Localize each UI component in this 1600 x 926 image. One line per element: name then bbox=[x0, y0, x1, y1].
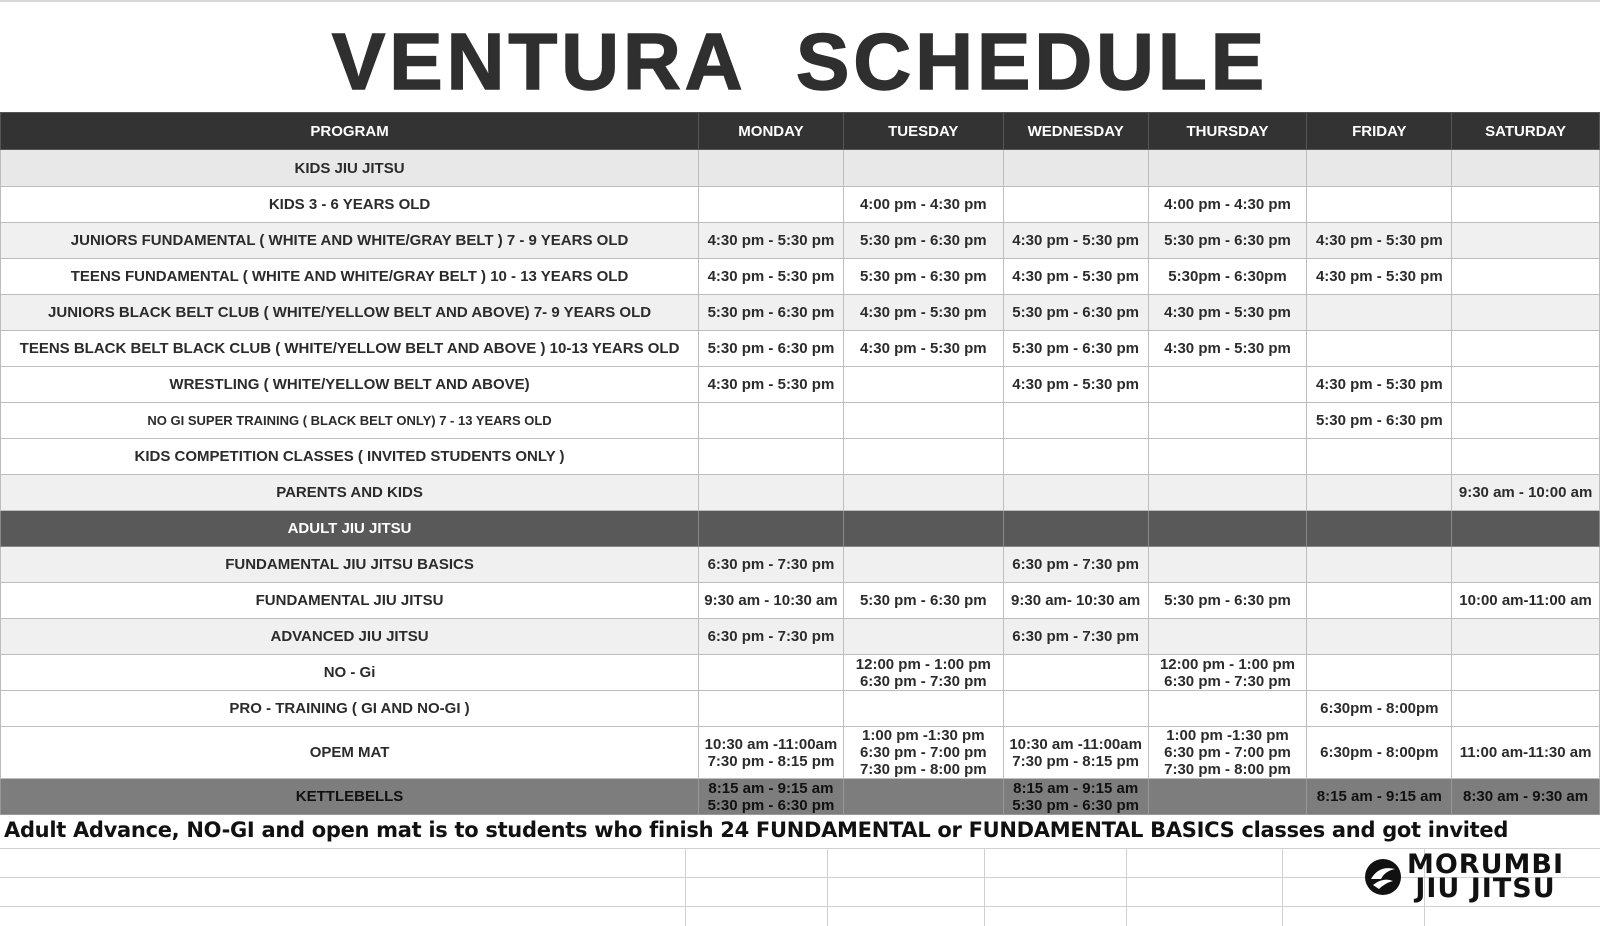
schedule-cell-wed: 4:30 pm - 5:30 pm bbox=[1003, 259, 1148, 295]
schedule-cell-tue bbox=[843, 403, 1003, 439]
schedule-cell-thu bbox=[1148, 367, 1307, 403]
schedule-cell bbox=[843, 511, 1003, 547]
logo-line2: JIU JITSU bbox=[1415, 873, 1556, 904]
section-kids-jiu-jitsu-label: KIDS JIU JITSU bbox=[1, 150, 699, 187]
time-line: 10:30 am -11:00am bbox=[704, 735, 838, 753]
program-name: FUNDAMENTAL JIU JITSU bbox=[1, 583, 699, 619]
schedule-row bbox=[1, 691, 1600, 727]
schedule-cell-sat bbox=[1452, 367, 1600, 403]
schedule-cell-thu bbox=[1148, 547, 1307, 583]
time-line: 6:30 pm - 7:00 pm bbox=[1164, 744, 1291, 761]
schedule-cell-thu bbox=[1148, 619, 1307, 655]
schedule-cell bbox=[1003, 511, 1148, 547]
header-friday: FRIDAY bbox=[1307, 113, 1452, 150]
schedule-cell-sat bbox=[1452, 547, 1600, 583]
schedule-cell-thu: 4:30 pm - 5:30 pm bbox=[1148, 295, 1307, 331]
schedule-cell bbox=[1003, 779, 1148, 815]
program-name: WRESTLING ( WHITE/YELLOW BELT AND ABOVE) bbox=[1, 367, 699, 403]
schedule-cell-sat bbox=[1452, 259, 1600, 295]
schedule-cell-mon bbox=[699, 475, 844, 511]
time-line: 6:30 pm - 7:30 pm bbox=[859, 672, 987, 690]
schedule-cell bbox=[699, 511, 844, 547]
schedule-cell bbox=[1307, 511, 1452, 547]
time-line: 6:30 pm - 7:00 pm bbox=[859, 744, 987, 761]
schedule-cell-wed: 5:30 pm - 6:30 pm bbox=[1003, 331, 1148, 367]
schedule-cell-mon bbox=[699, 727, 844, 779]
schedule-row bbox=[1, 475, 1600, 511]
page-title: VENTURA SCHEDULE bbox=[331, 17, 1269, 106]
time-line: 7:30 pm - 8:15 pm bbox=[707, 752, 835, 770]
schedule-row bbox=[1, 367, 1600, 403]
schedule-cell-mon: 6:30 pm - 7:30 pm bbox=[699, 547, 844, 583]
schedule-cell-sat bbox=[1452, 439, 1600, 475]
time-line: 7:30 pm - 8:00 pm bbox=[1164, 761, 1291, 778]
schedule-cell-wed bbox=[1003, 655, 1148, 691]
schedule-cell-mon bbox=[699, 655, 844, 691]
logo-mark-icon bbox=[1363, 857, 1403, 897]
schedule-cell-mon: 5:30 pm - 6:30 pm bbox=[699, 331, 844, 367]
schedule-cell-mon bbox=[699, 439, 844, 475]
schedule-cell bbox=[699, 779, 844, 815]
header-monday: MONDAY bbox=[699, 113, 844, 150]
program-name: TEENS FUNDAMENTAL ( WHITE AND WHITE/GRAY BELT ) 10 - 13 YEARS OLD bbox=[1, 259, 699, 295]
time-line: 8:15 am - 9:15 am bbox=[1013, 779, 1139, 797]
schedule-cell-fri bbox=[1307, 439, 1452, 475]
schedule-row bbox=[1, 547, 1600, 583]
schedule-cell-wed bbox=[1003, 439, 1148, 475]
schedule-cell-tue: 4:30 pm - 5:30 pm bbox=[843, 331, 1003, 367]
schedule-cell-fri bbox=[1307, 187, 1452, 223]
schedule-cell bbox=[1148, 779, 1307, 815]
schedule-cell-tue bbox=[843, 547, 1003, 583]
schedule-cell-tue bbox=[843, 619, 1003, 655]
schedule-cell-fri bbox=[1307, 583, 1452, 619]
time-line: 6:30 pm - 7:30 pm bbox=[1164, 672, 1291, 690]
schedule-cell bbox=[1452, 511, 1600, 547]
schedule-cell-sat: 11:00 am-11:30 am bbox=[1452, 727, 1600, 779]
time-line: 1:00 pm -1:30 pm bbox=[862, 727, 985, 744]
logo-line1: MORUMBI bbox=[1406, 849, 1564, 880]
program-name: OPEM MAT bbox=[1, 727, 699, 779]
schedule-cell-thu bbox=[1148, 691, 1307, 727]
schedule-row bbox=[1, 655, 1600, 691]
schedule-row bbox=[1, 331, 1600, 367]
schedule-cell-fri bbox=[1307, 655, 1452, 691]
time-line: 5:30 pm - 6:30 pm bbox=[1012, 796, 1139, 814]
schedule-cell-tue: 5:30 pm - 6:30 pm bbox=[843, 259, 1003, 295]
schedule-cell-thu bbox=[1148, 727, 1307, 779]
schedule-cell-thu bbox=[1148, 655, 1307, 691]
schedule-cell-mon: 6:30 pm - 7:30 pm bbox=[699, 619, 844, 655]
schedule-cell-mon bbox=[699, 691, 844, 727]
schedule-cell-fri: 5:30 pm - 6:30 pm bbox=[1307, 403, 1452, 439]
schedule-cell-fri bbox=[1307, 619, 1452, 655]
time-line: 10:30 am -11:00am bbox=[1009, 735, 1142, 753]
schedule-cell: 8:30 am - 9:30 am bbox=[1452, 779, 1600, 815]
time-line: 12:00 pm - 1:00 pm bbox=[1159, 655, 1296, 673]
schedule-cell-wed: 9:30 am- 10:30 am bbox=[1003, 583, 1148, 619]
schedule-cell-sat: 10:00 am-11:00 am bbox=[1452, 583, 1600, 619]
schedule-cell-mon bbox=[699, 187, 844, 223]
schedule-cell-fri: 6:30pm - 8:00pm bbox=[1307, 727, 1452, 779]
schedule-cell-mon: 4:30 pm - 5:30 pm bbox=[699, 367, 844, 403]
program-name: JUNIORS FUNDAMENTAL ( WHITE AND WHITE/GRAY BELT ) 7 - 9 YEARS OLD bbox=[1, 223, 699, 259]
section-kettlebells bbox=[1, 779, 1600, 815]
schedule-cell bbox=[843, 779, 1003, 815]
schedule-cell bbox=[1307, 150, 1452, 187]
schedule-row bbox=[1, 583, 1600, 619]
schedule-row bbox=[1, 259, 1600, 295]
schedule-cell-thu: 4:00 pm - 4:30 pm bbox=[1148, 187, 1307, 223]
section-kids-jiu-jitsu bbox=[1, 150, 1600, 187]
schedule-cell bbox=[1148, 511, 1307, 547]
schedule-cell-sat bbox=[1452, 187, 1600, 223]
schedule-cell-tue bbox=[843, 439, 1003, 475]
schedule-cell-thu: 5:30 pm - 6:30 pm bbox=[1148, 223, 1307, 259]
schedule-row bbox=[1, 439, 1600, 475]
header-thursday: THURSDAY bbox=[1148, 113, 1307, 150]
schedule-row bbox=[1, 187, 1600, 223]
schedule-cell-thu bbox=[1148, 439, 1307, 475]
program-name: ADVANCED JIU JITSU bbox=[1, 619, 699, 655]
schedule-cell-sat: 9:30 am - 10:00 am bbox=[1452, 475, 1600, 511]
program-name: JUNIORS BLACK BELT CLUB ( WHITE/YELLOW BELT AND ABOVE) 7- 9 YEARS OLD bbox=[1, 295, 699, 331]
header-saturday: SATURDAY bbox=[1452, 113, 1600, 150]
top-border bbox=[0, 0, 1600, 2]
schedule-cell-tue bbox=[843, 727, 1003, 779]
schedule-cell-thu: 5:30 pm - 6:30 pm bbox=[1148, 583, 1307, 619]
program-name: KIDS 3 - 6 YEARS OLD bbox=[1, 187, 699, 223]
time-line: 7:30 pm - 8:15 pm bbox=[1012, 752, 1139, 770]
schedule-cell-tue bbox=[843, 475, 1003, 511]
schedule-cell-tue: 5:30 pm - 6:30 pm bbox=[843, 583, 1003, 619]
program-name: PRO - TRAINING ( GI AND NO-GI ) bbox=[1, 691, 699, 727]
schedule-cell-wed bbox=[1003, 403, 1148, 439]
schedule-row bbox=[1, 295, 1600, 331]
schedule-cell bbox=[699, 150, 844, 187]
schedule-cell-mon: 4:30 pm - 5:30 pm bbox=[699, 259, 844, 295]
schedule-cell: 8:15 am - 9:15 am bbox=[1307, 779, 1452, 815]
schedule-cell-sat bbox=[1452, 295, 1600, 331]
schedule-cell bbox=[1003, 150, 1148, 187]
schedule-cell-thu bbox=[1148, 475, 1307, 511]
time-line: 12:00 pm - 1:00 pm bbox=[855, 655, 991, 673]
section-adult-jiu-jitsu bbox=[1, 511, 1600, 547]
schedule-cell-fri: 4:30 pm - 5:30 pm bbox=[1307, 223, 1452, 259]
schedule-row bbox=[1, 403, 1600, 439]
schedule-cell-wed: 4:30 pm - 5:30 pm bbox=[1003, 367, 1148, 403]
time-line: 1:00 pm -1:30 pm bbox=[1166, 727, 1289, 744]
schedule-row bbox=[1, 619, 1600, 655]
schedule-cell-sat bbox=[1452, 655, 1600, 691]
schedule-cell-wed bbox=[1003, 187, 1148, 223]
schedule-row bbox=[1, 727, 1600, 779]
schedule-cell-sat bbox=[1452, 691, 1600, 727]
schedule-cell bbox=[1148, 150, 1307, 187]
schedule-cell-thu bbox=[1148, 403, 1307, 439]
schedule-cell-fri bbox=[1307, 295, 1452, 331]
schedule-cell-fri bbox=[1307, 475, 1452, 511]
footnote: Adult Advance, NO-GI and open mat is to students who finish 24 FUNDAMENTAL or FUNDAMENTAL BASICS classes and got invited bbox=[4, 818, 1509, 842]
program-name: NO - Gi bbox=[1, 655, 699, 691]
program-name: NO GI SUPER TRAINING ( BLACK BELT ONLY) 7 - 13 YEARS OLD bbox=[1, 403, 699, 439]
schedule-cell-sat bbox=[1452, 223, 1600, 259]
schedule-cell bbox=[1452, 150, 1600, 187]
schedule-cell-tue: 5:30 pm - 6:30 pm bbox=[843, 223, 1003, 259]
schedule-cell-fri: 4:30 pm - 5:30 pm bbox=[1307, 367, 1452, 403]
schedule-cell-wed bbox=[1003, 475, 1148, 511]
schedule-cell-sat bbox=[1452, 619, 1600, 655]
empty-grid bbox=[0, 848, 1600, 926]
schedule-cell-tue: 4:00 pm - 4:30 pm bbox=[843, 187, 1003, 223]
schedule-cell-wed: 5:30 pm - 6:30 pm bbox=[1003, 295, 1148, 331]
schedule-cell-mon: 9:30 am - 10:30 am bbox=[699, 583, 844, 619]
schedule-cell-wed bbox=[1003, 691, 1148, 727]
schedule-cell-wed bbox=[1003, 727, 1148, 779]
schedule-cell-sat bbox=[1452, 403, 1600, 439]
morumbi-logo bbox=[1363, 849, 1564, 904]
schedule-cell-mon: 5:30 pm - 6:30 pm bbox=[699, 295, 844, 331]
header-wednesday: WEDNESDAY bbox=[1003, 113, 1148, 150]
time-line: 8:15 am - 9:15 am bbox=[708, 779, 834, 797]
schedule-cell-fri: 6:30pm - 8:00pm bbox=[1307, 691, 1452, 727]
schedule-cell-sat bbox=[1452, 331, 1600, 367]
schedule-cell-tue bbox=[843, 367, 1003, 403]
section-adult-jiu-jitsu-label: ADULT JIU JITSU bbox=[1, 511, 699, 547]
program-name: TEENS BLACK BELT BLACK CLUB ( WHITE/YELLOW BELT AND ABOVE ) 10-13 YEARS OLD bbox=[1, 331, 699, 367]
schedule-cell-thu: 4:30 pm - 5:30 pm bbox=[1148, 331, 1307, 367]
schedule-cell-tue bbox=[843, 655, 1003, 691]
schedule-table bbox=[0, 112, 1600, 815]
program-name: FUNDAMENTAL JIU JITSU BASICS bbox=[1, 547, 699, 583]
header-program: PROGRAM bbox=[1, 113, 699, 150]
program-name: KIDS COMPETITION CLASSES ( INVITED STUDENTS ONLY ) bbox=[1, 439, 699, 475]
header-tuesday: TUESDAY bbox=[843, 113, 1003, 150]
header-row bbox=[1, 113, 1600, 150]
program-name: PARENTS AND KIDS bbox=[1, 475, 699, 511]
schedule-cell-mon: 4:30 pm - 5:30 pm bbox=[699, 223, 844, 259]
time-line: 5:30 pm - 6:30 pm bbox=[707, 796, 835, 814]
schedule-cell-fri bbox=[1307, 331, 1452, 367]
schedule-cell-thu: 5:30pm - 6:30pm bbox=[1148, 259, 1307, 295]
schedule-cell-fri bbox=[1307, 547, 1452, 583]
schedule-cell-wed: 4:30 pm - 5:30 pm bbox=[1003, 223, 1148, 259]
schedule-cell bbox=[843, 150, 1003, 187]
section-kettlebells-label: KETTLEBELLS bbox=[1, 779, 699, 815]
schedule-cell-wed: 6:30 pm - 7:30 pm bbox=[1003, 547, 1148, 583]
schedule-row bbox=[1, 223, 1600, 259]
schedule-cell-wed: 6:30 pm - 7:30 pm bbox=[1003, 619, 1148, 655]
schedule-cell-fri: 4:30 pm - 5:30 pm bbox=[1307, 259, 1452, 295]
time-line: 7:30 pm - 8:00 pm bbox=[859, 761, 987, 778]
schedule-cell-tue: 4:30 pm - 5:30 pm bbox=[843, 295, 1003, 331]
schedule-cell-tue bbox=[843, 691, 1003, 727]
schedule-cell-mon bbox=[699, 403, 844, 439]
